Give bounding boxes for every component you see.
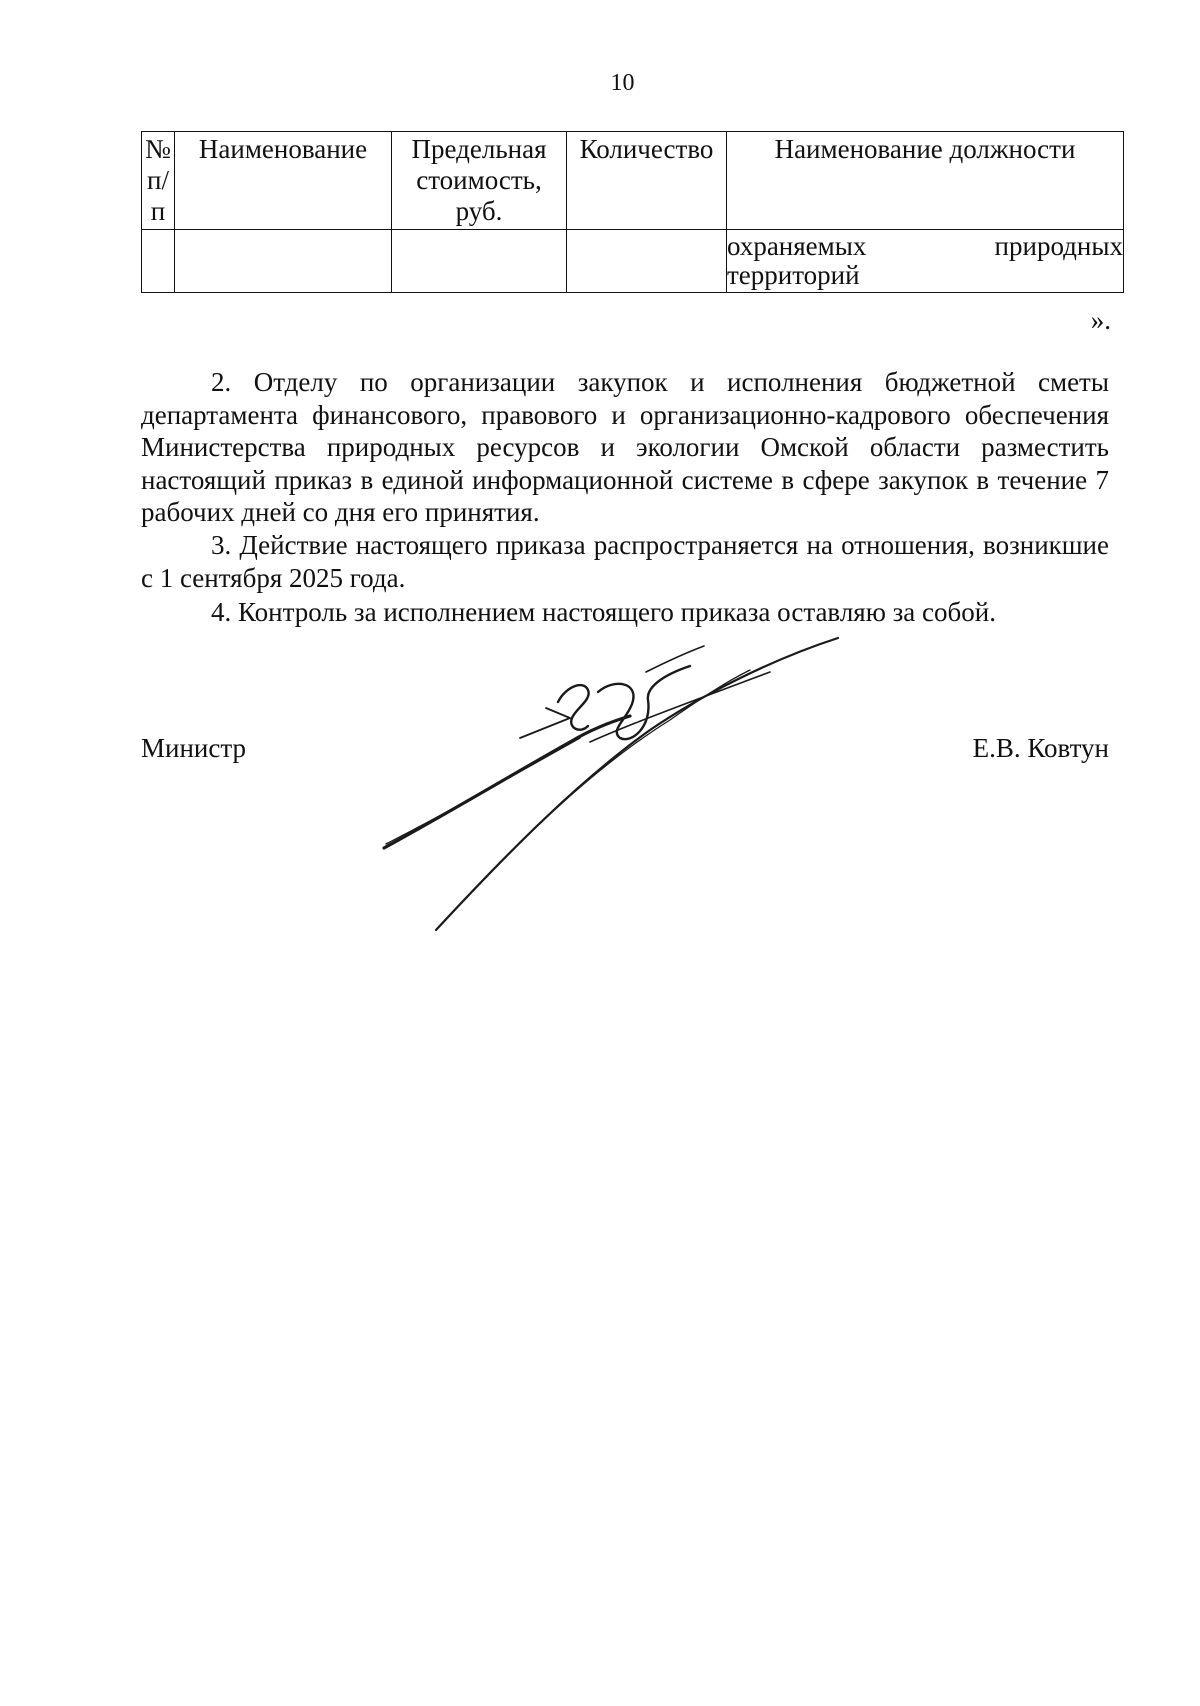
signature-stroke-initial-1 <box>558 685 589 730</box>
signer-title: Министр <box>141 733 246 763</box>
cell-position: охраняемых природных территорий <box>727 230 1124 293</box>
table-header-row <box>142 132 1124 230</box>
column-header-price: Предельная стоимость, руб. <box>392 132 567 230</box>
paragraph-2: 2. Отделу по организации закупок и исполнения бюджетной сметы департамента финансового, правового и организационно-кадрового обеспечения Министерства природных ресурсов и экологии Омской области разместить настоящий приказ в единой информационной системе в сфере закупок в течение 7 рабочих дней со дня его принятия. <box>141 367 1109 527</box>
specification-table <box>141 131 1124 293</box>
paragraph-4: 4. Контроль за исполнением настоящего приказа оставляю за собой. <box>211 597 996 627</box>
handwritten-signature <box>370 630 850 950</box>
paragraph-3: 3. Действие настоящего приказа распространяется на отношения, возникшие с 1 сентября 2025 года. <box>141 530 1109 593</box>
signature-stroke-top-flourish <box>646 646 704 672</box>
table-row <box>142 230 1124 293</box>
cell-number <box>142 230 175 293</box>
signature-stroke-initial-2 <box>598 666 690 739</box>
cell-name <box>175 230 392 293</box>
cell-price <box>392 230 567 293</box>
column-header-number: № п/п <box>142 132 175 230</box>
signature-stroke-bottom-sweep-2 <box>442 670 750 924</box>
closing-quote-mark: ». <box>1090 305 1111 335</box>
cell-quantity <box>567 230 727 293</box>
page-number: 10 <box>610 70 635 96</box>
signer-name: Е.В. Ковтун <box>972 733 1109 763</box>
signature-stroke-long-left <box>384 716 630 848</box>
column-header-position: Наименование должности <box>727 132 1124 230</box>
column-header-name: Наименование <box>175 132 392 230</box>
column-header-quantity: Количество <box>567 132 727 230</box>
signature-stroke-arrow <box>520 708 570 738</box>
